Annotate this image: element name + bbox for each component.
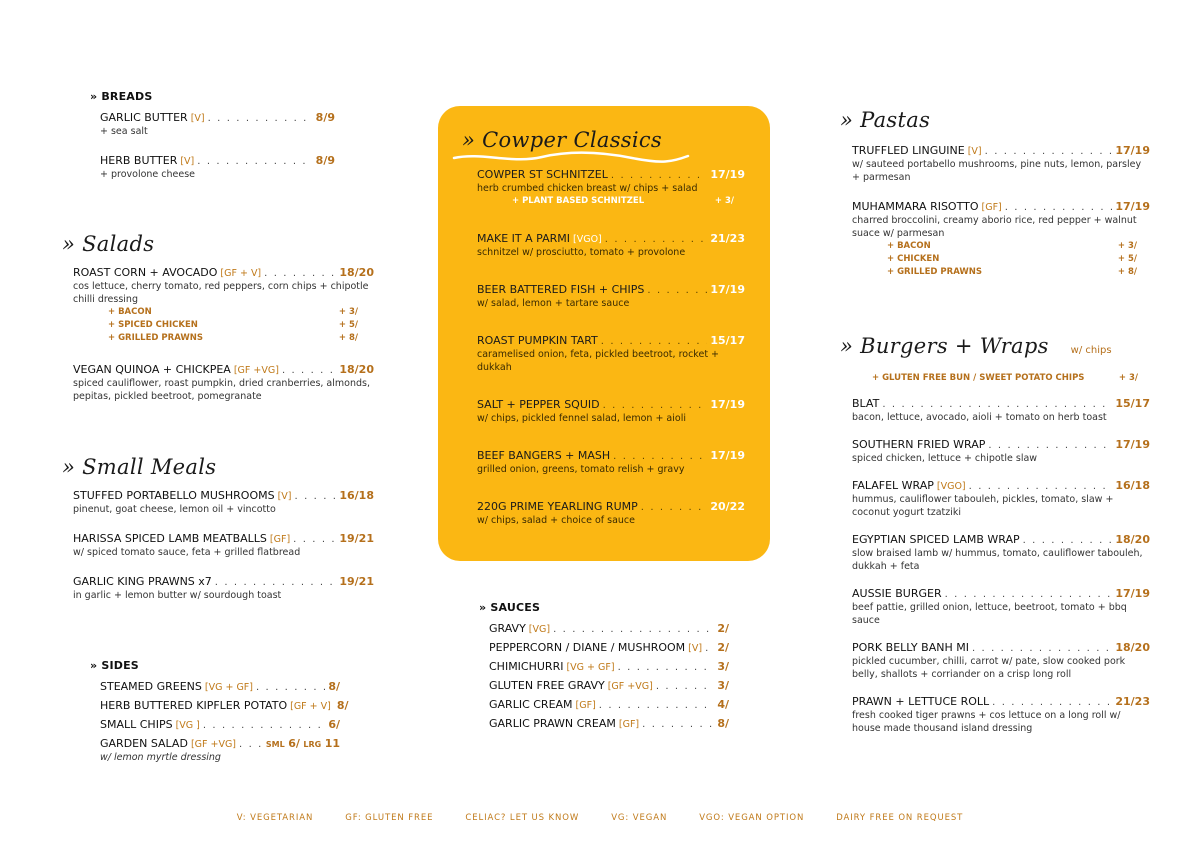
salads-heading: » Salads [62, 232, 155, 256]
menu-item [852, 587, 1150, 627]
item-name: GARLIC KING PRAWNS x7 [73, 575, 212, 588]
menu-item [489, 717, 729, 730]
addon-price: + 3/ [714, 196, 734, 206]
menu-item [489, 698, 729, 711]
addon-row [887, 266, 1137, 279]
gluten-free-bun-addon [872, 372, 1138, 385]
leader-dots [215, 577, 337, 588]
item-name: VEGAN QUINOA + CHICKPEA [73, 363, 231, 376]
leader-dots [256, 682, 325, 693]
cowper-classics-panel [438, 106, 770, 561]
menu-item [852, 695, 1150, 735]
item-name: TRUFFLED LINGUINE [852, 144, 965, 157]
item-name: 220G PRIME YEARLING RUMP [477, 500, 638, 513]
leader-dots [985, 146, 1113, 157]
classics-heading: » Cowper Classics [462, 128, 663, 152]
leader-dots [988, 440, 1112, 451]
item-tag: [GF + V] [220, 268, 262, 279]
item-desc: w/ spiced tomato sauce, feta + grilled flatbread [73, 547, 301, 558]
item-tag: [V] [277, 491, 292, 502]
item-desc: w/ chips, pickled fennel salad, lemon + aioli [477, 413, 686, 424]
menu-item [100, 680, 340, 693]
item-price: 17/19 [1115, 587, 1150, 600]
leader-dots [656, 681, 715, 692]
item-desc: beef pattie, grilled onion, lettuce, beetroot, tomato + bbq sauce [852, 602, 1127, 626]
menu-item [100, 718, 340, 731]
item-tag: [GF +VG] [190, 739, 237, 750]
breads-heading: » BREADS [90, 90, 153, 103]
item-desc: pinenut, goat cheese, lemon oil + vincotto [73, 504, 276, 515]
item-tag: [GF] [981, 202, 1002, 213]
item-name: MAKE IT A PARMI [477, 232, 570, 245]
menu-item [477, 334, 745, 374]
addon-row [108, 306, 358, 319]
addon-price: + 3/ [1118, 373, 1138, 383]
leader-dots [293, 534, 336, 545]
item-name: GLUTEN FREE GRAVY [489, 679, 605, 692]
addon-label: + BACON [108, 307, 152, 317]
item-price: 8/ [328, 680, 340, 693]
leader-dots [603, 400, 708, 411]
small-meals-section [62, 455, 374, 618]
menu-item [73, 575, 374, 602]
menu-item [73, 532, 374, 559]
item-name: GARLIC PRAWN CREAM [489, 717, 616, 730]
item-price: 2/ [717, 622, 729, 635]
item-price: 17/19 [710, 283, 745, 296]
item-name: ROAST PUMPKIN TART [477, 334, 598, 347]
leader-dots [553, 624, 714, 635]
leader-dots [601, 336, 708, 347]
item-desc: caramelised onion, feta, pickled beetroot, rocket + dukkah [477, 349, 720, 373]
item-tag: [VGO] [573, 234, 602, 245]
item-desc: in garlic + lemon butter w/ sourdough toast [73, 590, 282, 601]
legend-item: VGO: VEGAN OPTION [699, 813, 805, 823]
item-tag: [GF +VG] [607, 681, 653, 692]
item-tag: [V] [967, 146, 982, 157]
size-small-label: SML [265, 740, 285, 749]
item-name: PEPPERCORN / DIANE / MUSHROOM [489, 641, 686, 654]
sides-heading: » SIDES [90, 659, 139, 672]
item-price: 17/19 [1115, 200, 1150, 213]
item-name: PORK BELLY BANH MI [852, 641, 969, 654]
menu-item [73, 363, 374, 403]
addon-label: + CHICKEN [887, 254, 940, 264]
menu-item [477, 398, 745, 425]
leader-dots [599, 700, 715, 711]
item-price: 4/ [717, 698, 729, 711]
item-price: 18/20 [339, 266, 374, 279]
legend-item: V: VEGETARIAN [236, 813, 314, 823]
leader-dots [208, 113, 313, 124]
addon-price: + 5/ [1117, 254, 1137, 264]
burgers-heading: » Burgers + Wraps [840, 334, 1049, 358]
legend-item: DAIRY FREE ON REQUEST [836, 813, 964, 823]
item-price: 3/ [717, 679, 729, 692]
leader-dots [969, 481, 1113, 492]
addon-price: + 8/ [338, 333, 358, 343]
item-name: COWPER ST SCHNITZEL [477, 168, 608, 181]
addon-row [108, 319, 358, 332]
menu-item [477, 500, 745, 527]
pastas-heading: » Pastas [840, 108, 931, 132]
item-tag: [GF] [575, 700, 596, 711]
menu-item [477, 232, 745, 259]
menu-item [489, 679, 729, 692]
item-tag: [VG + GF] [566, 662, 615, 673]
item-desc: slow braised lamb w/ hummus, tomato, cauliflower tabouleh, dukkah + feta [852, 548, 1143, 572]
item-name: PRAWN + LETTUCE ROLL [852, 695, 990, 708]
item-name: SMALL CHIPS [100, 718, 173, 731]
leader-dots [605, 234, 708, 245]
menu-item [852, 438, 1150, 465]
pastas-section [840, 108, 1150, 295]
item-desc: schnitzel w/ prosciutto, tomato + provolone [477, 247, 686, 258]
item-price: 17/19 [710, 168, 745, 181]
leader-dots [705, 643, 714, 654]
menu-item [73, 266, 374, 345]
leader-dots [882, 399, 1112, 410]
item-name: STUFFED PORTABELLO MUSHROOMS [73, 489, 275, 502]
garden-salad-item [100, 737, 340, 764]
addon-row [108, 332, 358, 345]
item-price: 6/ [328, 718, 340, 731]
item-tag: [VG ] [175, 720, 200, 731]
item-tag: [V] [688, 643, 703, 654]
dietary-legend [0, 813, 1200, 823]
item-name: GARDEN SALAD [100, 737, 188, 750]
leader-dots [613, 451, 707, 462]
leader-dots [1023, 535, 1113, 546]
sides-section [90, 659, 349, 764]
item-price: 17/19 [1115, 438, 1150, 451]
leader-dots [611, 170, 707, 181]
menu-item [852, 641, 1150, 681]
item-desc: charred broccolini, creamy aborio rice, red pepper + walnut suace w/ parmesan [852, 215, 1137, 239]
leader-dots [197, 156, 312, 167]
wavy-underline [452, 150, 692, 164]
leader-dots [642, 719, 714, 730]
leader-dots [618, 662, 715, 673]
menu-item [852, 397, 1150, 424]
item-name: HERB BUTTER [100, 154, 178, 167]
leader-dots [282, 365, 336, 376]
item-name: BEEF BANGERS + MASH [477, 449, 611, 462]
item-name: SOUTHERN FRIED WRAP [852, 438, 986, 451]
price-large: 11 [324, 737, 340, 750]
item-desc: + provolone cheese [100, 169, 196, 180]
item-price: 18/20 [339, 363, 374, 376]
item-name: MUHAMMARA RISOTTO [852, 200, 979, 213]
menu-item [489, 660, 729, 673]
item-desc: w/ sauteed portabello mushrooms, pine nuts, lemon, parsley + parmesan [852, 159, 1142, 183]
item-desc: w/ salad, lemon + tartare sauce [477, 298, 630, 309]
leader-dots [239, 739, 263, 750]
item-name: FALAFEL WRAP [852, 479, 934, 492]
item-tag: [VG] [528, 624, 551, 635]
item-price: 16/18 [339, 489, 374, 502]
item-tag: [VG + GF] [204, 682, 253, 693]
leader-dots [992, 697, 1112, 708]
addon-label: + PLANT BASED SCHNITZEL [512, 196, 645, 206]
menu-item [852, 479, 1150, 519]
item-name: EGYPTIAN SPICED LAMB WRAP [852, 533, 1020, 546]
menu-item [477, 449, 745, 476]
legend-item: VG: VEGAN [611, 813, 668, 823]
item-desc: spiced cauliflower, roast pumpkin, dried cranberries, almonds, pepitas, pickled beetroot, pomegranate [73, 378, 370, 402]
addon-price: + 8/ [1117, 267, 1137, 277]
menu-item [100, 154, 335, 181]
burgers-heading-row [840, 334, 1150, 358]
addon-price: + 3/ [338, 307, 358, 317]
item-name: GRAVY [489, 622, 526, 635]
item-price: 21/23 [710, 232, 745, 245]
size-large-label: LRG [303, 740, 322, 749]
item-price: 3/ [717, 660, 729, 673]
item-name: GARLIC BUTTER [100, 111, 188, 124]
item-tag: [VGO] [936, 481, 966, 492]
item-desc: w/ lemon myrtle dressing [100, 752, 221, 763]
item-name: BEER BATTERED FISH + CHIPS [477, 283, 645, 296]
item-tag: [GF +VG] [233, 365, 279, 376]
menu-item [100, 699, 349, 712]
item-tag: [V] [180, 156, 195, 167]
menu-item [477, 283, 745, 310]
item-desc: grilled onion, greens, tomato relish + gravy [477, 464, 685, 475]
item-price: 18/20 [1115, 641, 1150, 654]
item-price: 20/22 [710, 500, 745, 513]
item-tag: [V] [190, 113, 205, 124]
item-desc: herb crumbed chicken breast w/ chips + salad [477, 183, 698, 194]
small-meals-heading: » Small Meals [62, 455, 217, 479]
item-price: 19/21 [339, 532, 374, 545]
leader-dots [1005, 202, 1113, 213]
addon-price: + 5/ [338, 320, 358, 330]
item-name: AUSSIE BURGER [852, 587, 942, 600]
addon-row [887, 240, 1137, 253]
legend-item: CELIAC? LET US KNOW [465, 813, 580, 823]
item-desc: cos lettuce, cherry tomato, red peppers, corn chips + chipotle chilli dressing [73, 281, 369, 305]
item-name: GARLIC CREAM [489, 698, 573, 711]
item-desc: + sea salt [100, 126, 148, 137]
menu-item [489, 641, 729, 654]
leader-dots [264, 268, 336, 279]
legend-item: GF: GLUTEN FREE [345, 813, 434, 823]
item-price: 19/21 [339, 575, 374, 588]
item-price: 17/19 [710, 449, 745, 462]
addon-label: + BACON [887, 241, 931, 251]
item-name: BLAT [852, 397, 880, 410]
sauces-heading: » SAUCES [479, 601, 541, 614]
menu-item [73, 489, 374, 516]
leader-dots [647, 285, 707, 296]
item-name: HARISSA SPICED LAMB MEATBALLS [73, 532, 267, 545]
salads-section [62, 232, 374, 421]
menu-item [852, 144, 1150, 184]
menu-item [852, 533, 1150, 573]
item-price: 15/17 [1115, 397, 1150, 410]
item-price: 16/18 [1115, 479, 1150, 492]
leader-dots [972, 643, 1112, 654]
leader-dots [295, 491, 337, 502]
item-price: 17/19 [710, 398, 745, 411]
menu-item [489, 622, 729, 635]
item-name: HERB BUTTERED KIPFLER POTATO [100, 699, 288, 712]
sauces-section [479, 601, 729, 736]
item-price: 2/ [717, 641, 729, 654]
item-desc: hummus, cauliflower tabouleh, pickles, tomato, slaw + coconut yogurt tzatziki [852, 494, 1114, 518]
item-price: 8/ [336, 699, 349, 712]
item-name: CHIMICHURRI [489, 660, 564, 673]
item-desc: w/ chips, salad + choice of sauce [477, 515, 635, 526]
item-price: 8/9 [315, 111, 335, 124]
addon-label: + GRILLED PRAWNS [887, 267, 983, 277]
item-desc: fresh cooked tiger prawns + cos lettuce on a long roll w/ house made thousand island dressing [852, 710, 1121, 734]
menu-item [852, 200, 1150, 279]
item-price: 17/19 [1115, 144, 1150, 157]
addon-label: + GLUTEN FREE BUN / SWEET POTATO CHIPS [872, 373, 1085, 383]
item-name: SALT + PEPPER SQUID [477, 398, 600, 411]
item-price: 18/20 [1115, 533, 1150, 546]
item-tag: [GF] [618, 719, 640, 730]
item-tag: [GF + V] [290, 701, 331, 712]
price-small: 6/ [288, 737, 300, 750]
burgers-subheading: w/ chips [1070, 345, 1112, 356]
burgers-section [840, 334, 1150, 749]
item-price: 8/9 [315, 154, 335, 167]
leader-dots [641, 502, 708, 513]
addon-row [887, 253, 1137, 266]
menu-item [100, 111, 335, 138]
leader-dots [203, 720, 325, 731]
menu-item [477, 168, 745, 208]
item-desc: pickled cucumber, chilli, carrot w/ pate, slow cooked pork belly, shallots + corriander on a crisp long roll [852, 656, 1126, 680]
item-price: 15/17 [710, 334, 745, 347]
item-name: STEAMED GREENS [100, 680, 202, 693]
item-tag: [GF] [269, 534, 291, 545]
item-desc: spiced chicken, lettuce + chipotle slaw [852, 453, 1038, 464]
item-price: 21/23 [1115, 695, 1150, 708]
leader-dots [945, 589, 1113, 600]
addon-row [512, 195, 734, 208]
addon-label: + SPICED CHICKEN [108, 320, 198, 330]
item-desc: bacon, lettuce, avocado, aioli + tomato on herb toast [852, 412, 1107, 423]
breads-section [90, 90, 335, 197]
addon-price: + 3/ [1117, 241, 1137, 251]
item-name: ROAST CORN + AVOCADO [73, 266, 218, 279]
addon-label: + GRILLED PRAWNS [108, 333, 204, 343]
item-price: 8/ [717, 717, 729, 730]
